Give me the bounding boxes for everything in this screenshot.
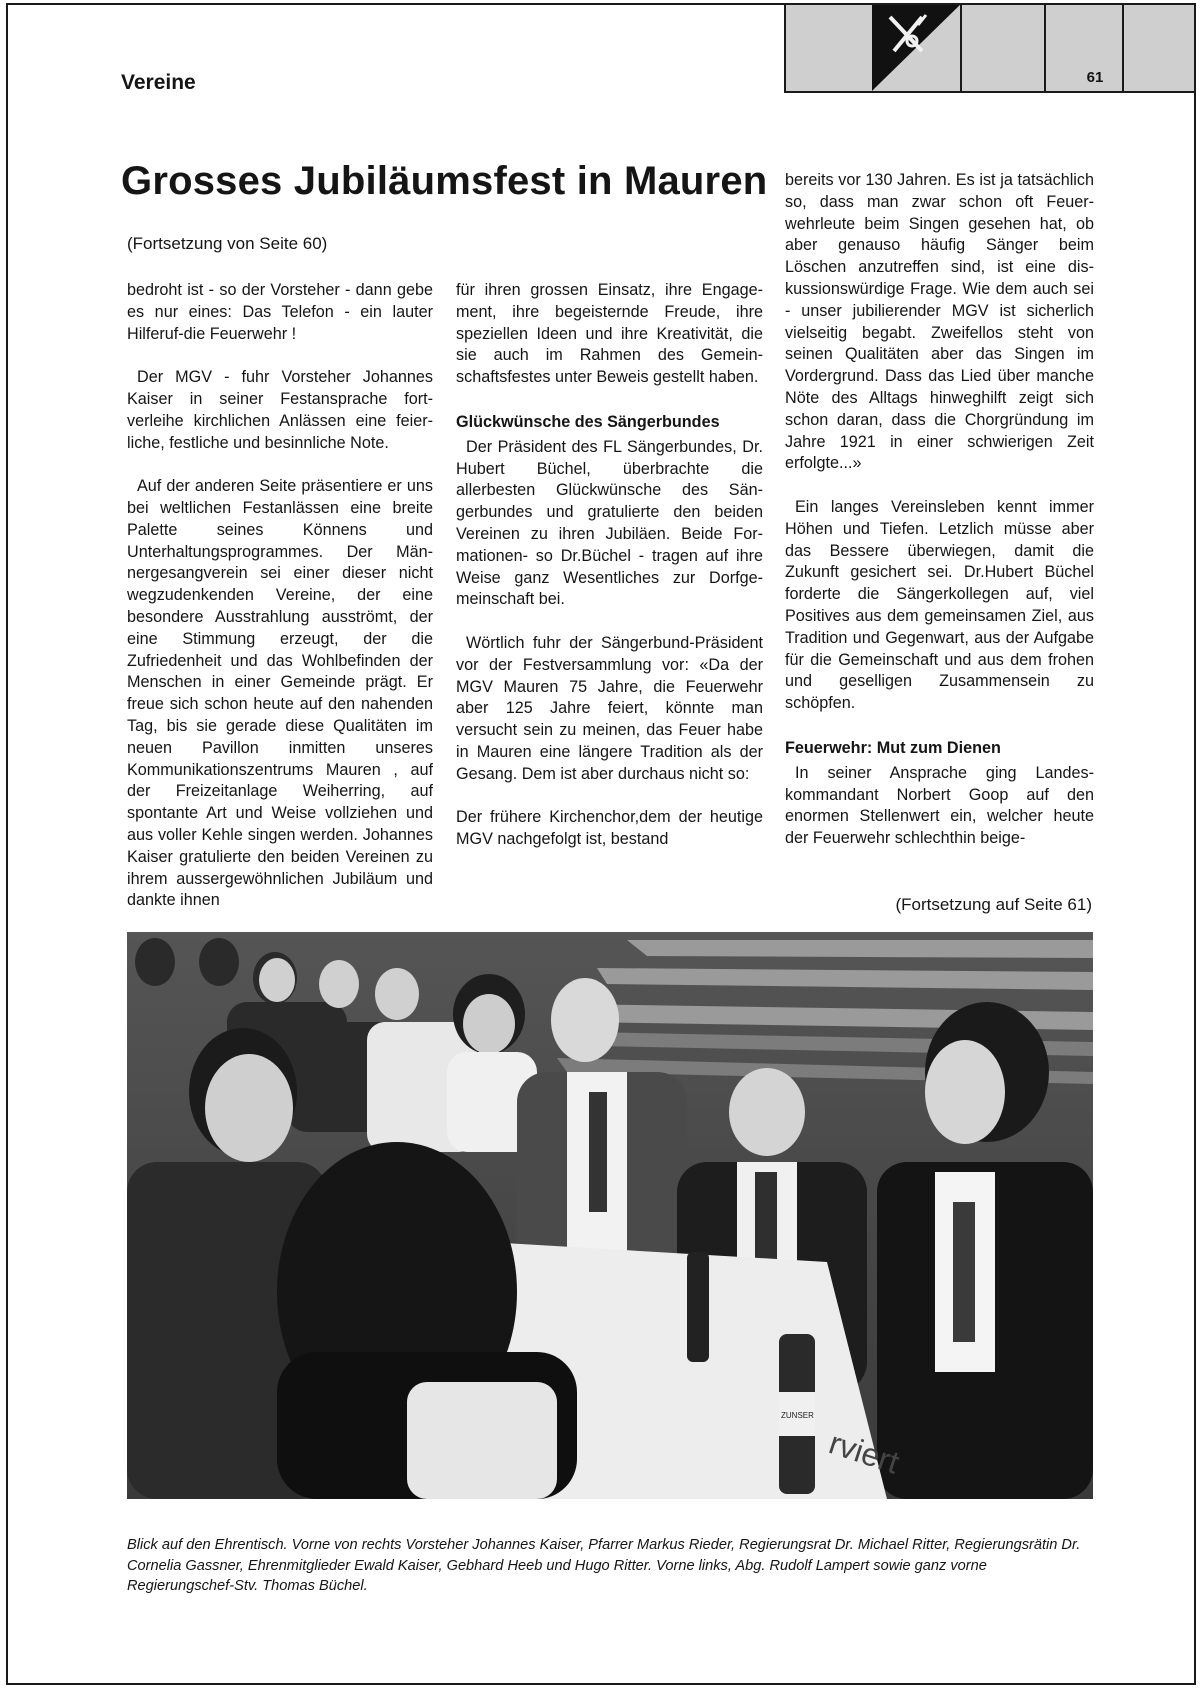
paragraph: Auf der anderen Seite präsentiere er uns bei weltlichen Festanlässen eine breite Palette seines Könnens und Unterhaltungsprogrammes. Der Männergesangverein sei einer dieser nicht wegzudenkenden Vereine, der eine besondere Ausstrahlung ausströmt, der eine Stimmung erzeugt, der die Zufriedenheit und das Wohlbefinden der Menschen in einer Gemeinde prägt. Er freue sich schon heute auf den nahenden Tag, bis sie gerade diese Qualitäten im neuen Pavillon inmitten unseres Kommunikationszentrums Mauren , auf der Freizeitanlage Weiherring, auf spontante Art und Weise vollziehen und aus voller Kehle singen werden. Johannes Kaiser gratulierte den beiden Vereinen zu ihrem aussergewöhnlichen Jubiläum und dankte ihnen — [127, 477, 433, 910]
paragraph: für ihren grossen Einsatz, ihre Engagement, ihre begeisternde Freude, ihre speziellen Ideen und ihre Kreativität, die sie auch im Rahmen des Gemeinschaftsfestes unter Beweis gestellt haben. — [456, 281, 763, 387]
subheading-saengerbund: Glückwünsche des Sängerbundes — [456, 412, 720, 431]
paragraph: Der MGV - fuhr Vorsteher Johannes Kaiser in seiner Festansprache fortverleihe kirchlichen Anlässen eine feierliche, festliche und besinnliche Note. — [127, 368, 433, 452]
event-photo — [127, 932, 1093, 1499]
subheading-feuerwehr: Feuerwehr: Mut zum Dienen — [785, 738, 1001, 757]
crossed-tools-emblem-icon — [872, 5, 960, 91]
paragraph: bereits vor 130 Jahren. Es ist ja tatsächlich so, dass man zwar schon oft Feuerwehrleute beim Singen gesehen hat, ob aber genauso häufig Sänger beim Löschen anzutreffen sind, ist eine diskussionswürdige Frage. Wie dem auch sei - unser jubilierender MGV ist sicherlich vielseitig begabt. Zweifellos steht von seinen Qualitäten aber das Singen im Vordergrund. Dass das Lied über manche Nöte des Alltags hinweghilft zeigt sich schon daran, dass die Chorgründung im Jahre 1921 in einer schwierigen Zeit erfolgte...» — [785, 171, 1094, 473]
paragraph: bedroht ist - so der Vorsteher - dann gebe es nur eines: Das Telefon - ein lauter Hilferuf-die Feuerwehr ! — [127, 281, 433, 343]
section-label: Vereine — [121, 71, 196, 94]
paragraph: Der Präsident des FL Sängerbundes, Dr. Hubert Büchel, überbrachte die allerbesten Glückwünsche des Sängerbundes und gratulierte den beiden Vereinen zu ihren Jubiläen. Beide Formationen- so Dr.Büchel - tragen auf ihre Weise ganz Wesentliches zur Dorfgemeinschaft bei. — [456, 437, 763, 609]
header-grid — [784, 5, 1196, 93]
paragraph: In seiner Ansprache ging Landeskommandant Norbert Goop auf den enormen Stellenwert ein, welcher heute der Feuerwehr schlechthin beige- — [785, 763, 1094, 848]
article-title: Grosses Jubiläumsfest in Mauren — [121, 159, 768, 203]
photo-caption: Blick auf den Ehrentisch. Vorne von rechts Vorsteher Johannes Kaiser, Pfarrer Markus Rieder, Regierungsrat Dr. Michael Ritter, Regierungsrätin Dr. Cornelia Gassner, Ehrenmitglieder Ewald Kaiser, Gebhard Heeb und Hugo Ritter. Vorne links, Abg. Rudolf Lampert sowie ganz vorne Regierungschef-Stv. Thomas Büchel. — [127, 1537, 1081, 1594]
page-frame — [6, 3, 1196, 1685]
page-number: 61 — [1086, 69, 1104, 86]
continued-on: (Fortsetzung auf Seite 61) — [895, 895, 1092, 914]
column-3 — [785, 170, 1094, 872]
paragraph: Ein langes Vereinsleben kennt immer Höhen und Tiefen. Letzlich müsse aber das Bessere überwiegen, damit die Zukunft gesichert sei. Dr.Hubert Büchel forderte die Sängerkollegen auf, viel Positives aus dem gemeinsamen Ziel, aus Tradition und Gegenwart, aus der Aufgabe für die Gemeinschaft und aus dem frohen und geselligen Zusammensein zu schöpfen. — [785, 497, 1094, 713]
table-text: rviert — [824, 1424, 904, 1481]
paragraph: Der frühere Kirchenchor,dem der heutige MGV nachgefolgt ist, bestand — [456, 808, 763, 849]
paragraph: Wörtlich fuhr der Sängerbund-Präsident vor der Festversammlung vor: «Da der MGV Mauren 75 Jahre, die Feuerwehr aber 125 Jahre feiert, könnte man versucht sein zu meinen, das Feuer habe in Mauren eine längere Tradition als der Gesang. Dem ist aber durchaus nicht so: — [456, 633, 763, 783]
continued-from: (Fortsetzung von Seite 60) — [127, 234, 328, 253]
bottle-label: ZUNSER — [781, 1411, 814, 1420]
column-2 — [456, 280, 763, 873]
column-1 — [127, 280, 433, 934]
